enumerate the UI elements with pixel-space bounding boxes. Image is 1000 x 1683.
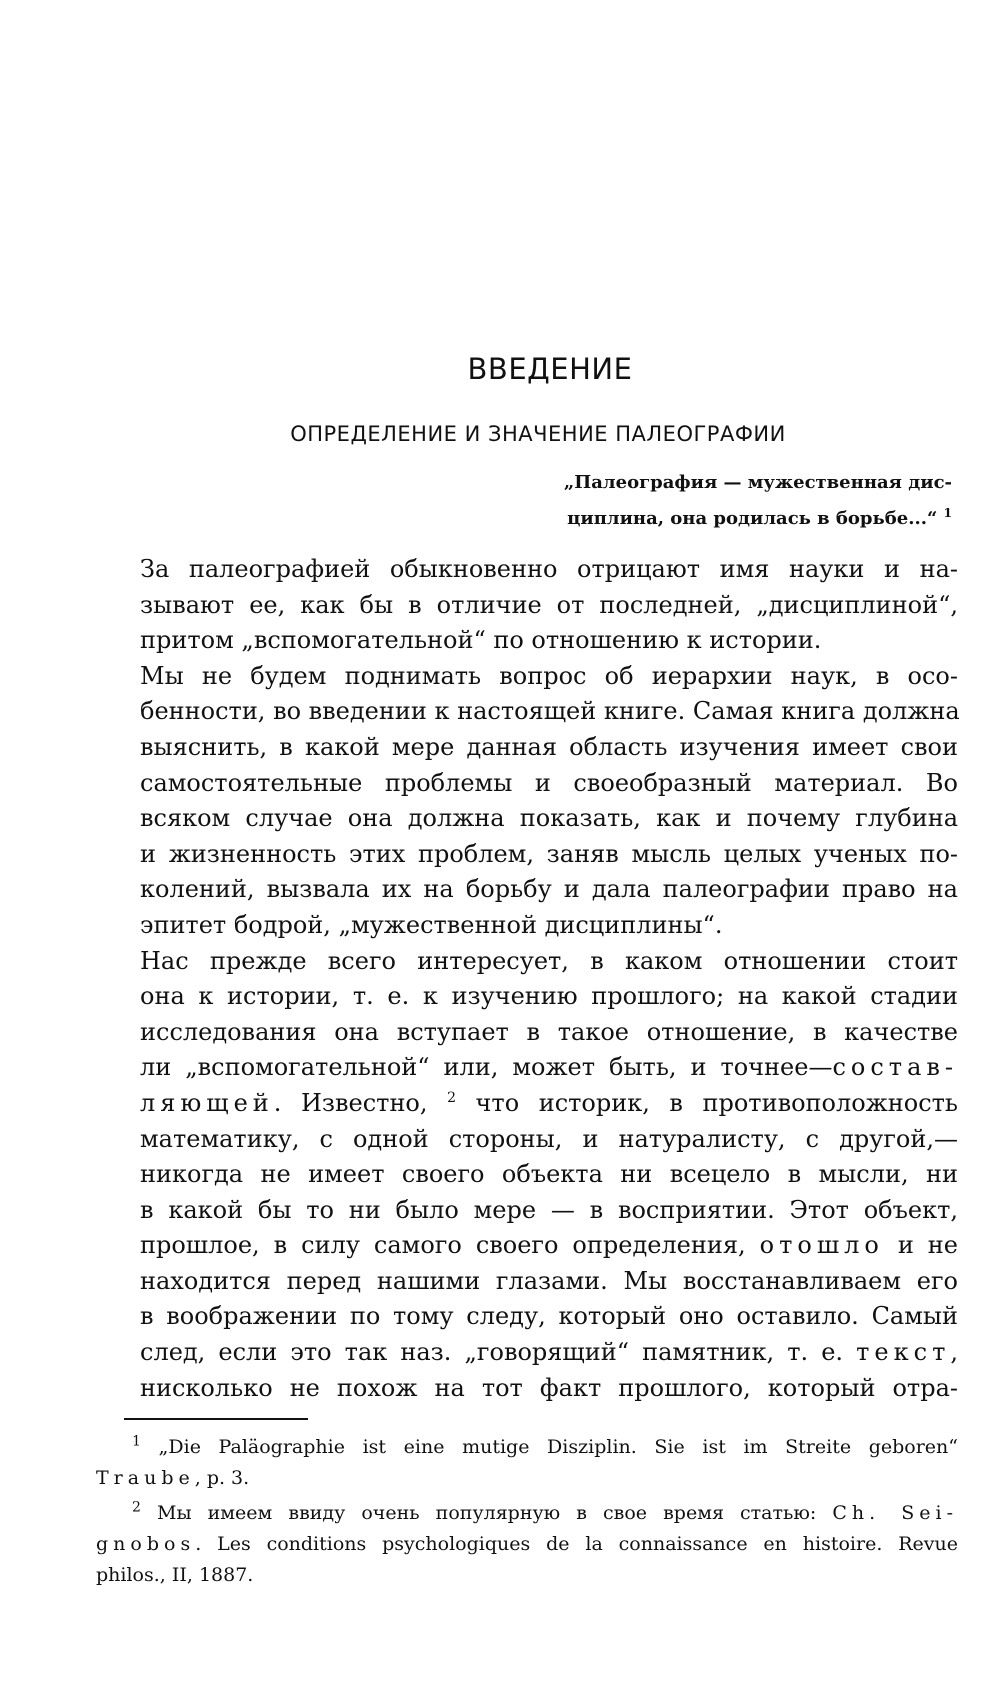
text-line: прошлое, в силу самого своего определения, отошло и не <box>140 1231 959 1260</box>
text-line: За палеографией обыкновенно отрицают имя науки и на- <box>140 555 958 583</box>
text-line: находится перед нашими глазами. Мы восстанавливаем его <box>140 1266 958 1295</box>
footnote-line: philos., II, 1887. <box>96 1564 254 1586</box>
author-name: Ch. Sei- <box>832 1502 958 1524</box>
text-line: колений, вызвала их на борьбу и дала палеографии право на <box>140 875 958 904</box>
text-line: бенности, во введении к настоящей книге. Самая книга должна <box>140 697 960 726</box>
text-line: Нас прежде всего интересует, в каком отношении стоит <box>140 946 958 975</box>
footnote-1 <box>96 1432 958 1494</box>
footnote-line: gnobos. Les conditions psychologiques de la connaissance en histoire. Revue <box>96 1533 958 1555</box>
paragraph <box>96 944 958 1407</box>
chapter-subheading: ОПРЕДЕЛЕНИЕ И ЗНАЧЕНИЕ ПАЛЕОГРАФИИ <box>290 422 786 446</box>
footnote-line: $^2$ Мы имеем ввиду очень популярную в свое время статью: Ch. Sei- <box>132 1499 958 1524</box>
paragraph <box>96 552 958 659</box>
text-line: исследования она вступает в такое отношение, в качестве <box>140 1017 958 1046</box>
author-name: gnobos <box>96 1533 196 1555</box>
spaced-word: ляющей <box>140 1088 274 1117</box>
author-name: Traube <box>96 1467 195 1489</box>
text-line: ли „вспомогательной“ или, может быть, и точнее—состав- <box>140 1053 958 1082</box>
text-line: всяком случае она должна показать, как и почему глубина <box>140 804 958 833</box>
text-line: эпитет бодрой, „мужественной дисциплины“. <box>140 910 723 939</box>
text-line: никогда не имеет своего объекта ни всецело в мысли, ни <box>140 1160 958 1189</box>
text-line: в какой бы то ни было мере — в восприятии. Этот объект, <box>140 1195 958 1224</box>
text-line: математику, с одной стороны, и натуралисту, с другой,— <box>140 1124 958 1153</box>
text-line: ляющей. Известно, $^2$ что историк, в противоположность <box>140 1088 958 1117</box>
footnote-2 <box>96 1498 958 1591</box>
text-line: в воображении по тому следу, который оно оставило. Самый <box>140 1302 958 1331</box>
epigraph-line: циплина, она родилась в борьбе...“ $^1$ <box>567 506 952 529</box>
footnote-line: Traube, p. 3. <box>96 1467 250 1489</box>
footnote-line: $^1$ „Die Paläographie ist eine mutige Disziplin. Sie ist im Streite geboren“ <box>132 1433 958 1458</box>
spaced-word: отошло <box>759 1231 884 1260</box>
spaced-word: состав- <box>832 1053 958 1082</box>
spaced-word: текст <box>856 1338 951 1367</box>
footnote-mark: 1 <box>132 1433 141 1450</box>
text-line: она к истории, т. е. к изучению прошлого; на какой стадии <box>140 982 958 1011</box>
paragraph <box>96 659 958 944</box>
footnote-ref[interactable]: 1 <box>943 506 952 520</box>
epigraph <box>564 468 952 534</box>
text-line: зывают ее, как бы в отличие от последней, „дисциплиной“, <box>140 590 958 619</box>
epigraph-line: „Палеография — мужественная дис- <box>563 472 952 493</box>
footnote-mark: 2 <box>132 1499 141 1516</box>
main-text <box>96 552 958 1406</box>
text-line: нисколько не похож на тот факт прошлого, который отра- <box>140 1373 958 1402</box>
footnote-ref[interactable]: 2 <box>447 1089 456 1106</box>
text-line: след, если это так наз. „говорящий“ памятник, т. е. текст, <box>140 1338 958 1367</box>
footnote-divider <box>124 1418 308 1420</box>
text-line: притом „вспомогательной“ по отношению к истории. <box>140 626 822 655</box>
text-line: Мы не будем поднимать вопрос об иерархии наук, в осо- <box>140 661 958 690</box>
text-line: выяснить, в какой мере данная область изучения имеет свои <box>140 732 958 761</box>
text-line: и жизненность этих проблем, заняв мысль целых ученых по- <box>140 839 958 868</box>
chapter-heading: ВВЕДЕНИЕ <box>467 352 633 386</box>
text-line: самостоятельные проблемы и своеобразный материал. Во <box>140 768 958 797</box>
